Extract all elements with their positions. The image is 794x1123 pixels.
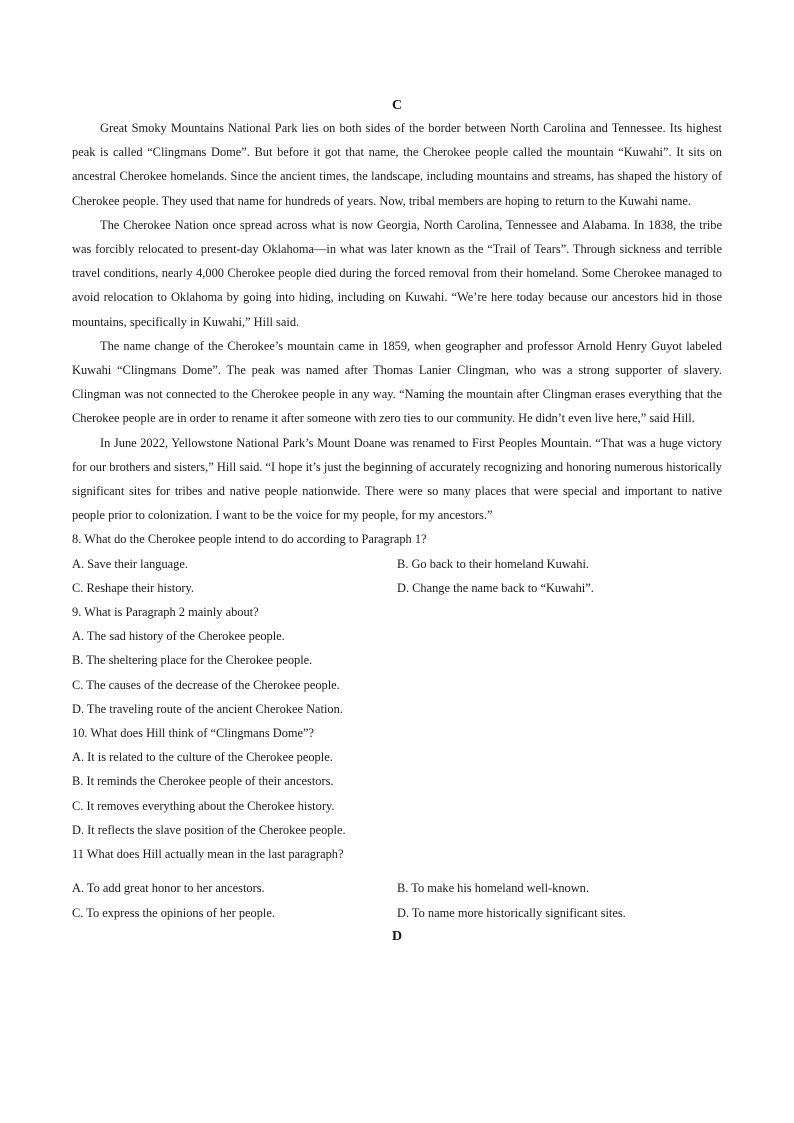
option-8c: C. Reshape their history. [72, 580, 195, 595]
section-d-heading: D [391, 928, 403, 944]
option-8b: B. Go back to their homeland Kuwahi. [397, 556, 590, 571]
passage-paragraph-2: The Cherokee Nation once spread across what is now Georgia, North Carolina, Tennessee and Alabama. In 1838, the tribe was forcibly relocated to present-day Oklahoma—in what was later known as the “Trail of Tears”. Through sickness and terrible travel conditions, nearly 4,000 Cherokee people died during the forced removal from their homeland. Some Cherokee managed to avoid relocation to Oklahoma by going into hiding, including on Kuwahi. “We’re here today because our ancestors hid in those mountains, specifically in Kuwahi,” Hill said. [72, 217, 722, 329]
option-10d: D. It reflects the slave position of the Cherokee people. [72, 822, 346, 837]
option-10b: B. It reminds the Cherokee people of their ancestors. [72, 774, 334, 789]
passage-paragraph-3: The name change of the Cherokee’s mountain came in 1859, when geographer and professor Arnold Henry Guyot labeled Kuwahi “Clingmans Dome”. The peak was named after Thomas Lanier Clingman, who was a strong supporter of slavery. Clingman was not connected to the Cherokee people in any way. “Naming the mountain after Clingman erases everything that the Cherokee people are in order to rename it after someone with zero ties to our community. He didn’t even live here,” said Hill. [72, 338, 722, 426]
option-11b: B. To make his homeland well-known. [397, 881, 589, 896]
question-11 [72, 842, 722, 925]
option-10a: A. It is related to the culture of the Cherokee people. [72, 750, 333, 765]
question-9 [72, 600, 722, 721]
question-stem: 9. What is Paragraph 2 mainly about? [72, 605, 259, 620]
option-9c: C. The causes of the decrease of the Cherokee people. [72, 677, 340, 692]
section-c-heading: C [391, 98, 403, 113]
question-stem: 8. What do the Cherokee people intend to do according to Paragraph 1? [72, 532, 427, 547]
exam-page [72, 96, 722, 949]
option-11a: A. To add great honor to her ancestors. [72, 881, 265, 896]
option-9b: B. The sheltering place for the Cherokee people. [72, 653, 313, 668]
question-list [72, 527, 722, 924]
question-stem: 11 What does Hill actually mean in the last paragraph? [72, 847, 344, 862]
option-11c: C. To express the opinions of her people. [72, 905, 275, 920]
question-8 [72, 527, 722, 600]
question-stem: 10. What does Hill think of “Clingmans Dome”? [72, 726, 315, 741]
option-8d: D. Change the name back to “Kuwahi”. [397, 580, 594, 595]
option-11d: D. To name more historically significant sites. [397, 905, 626, 920]
passage-paragraph-4: In June 2022, Yellowstone National Park’s Mount Doane was renamed to First Peoples Mountain. “That was a huge victory for our brothers and sisters,” Hill said. “I hope it’s just the beginning of accurately recognizing and honoring numerous historically significant sites for tribes and native people nationwide. There were so many places that were special and important to native people prior to colonization. I want to be the voice for my people, for my ancestors.” [72, 435, 722, 523]
passage-paragraph-1: Great Smoky Mountains National Park lies on both sides of the border between North Carolina and Tennessee. Its highest peak is called “Clingmans Dome”. But before it got that name, the Cherokee people called the mountain “Kuwahi”. It sits on ancestral Cherokee homelands. Since the ancient times, the landscape, including mountains and streams, has shaped the history of Cherokee people. They used that name for hundreds of years. Now, tribal members are hoping to return to the Kuwahi name. [72, 121, 722, 208]
option-10c: C. It removes everything about the Cherokee history. [72, 798, 335, 813]
question-10 [72, 721, 722, 842]
option-9a: A. The sad history of the Cherokee people. [72, 629, 285, 644]
option-8a: A. Save their language. [72, 556, 188, 571]
option-9d: D. The traveling route of the ancient Cherokee Nation. [72, 701, 343, 716]
